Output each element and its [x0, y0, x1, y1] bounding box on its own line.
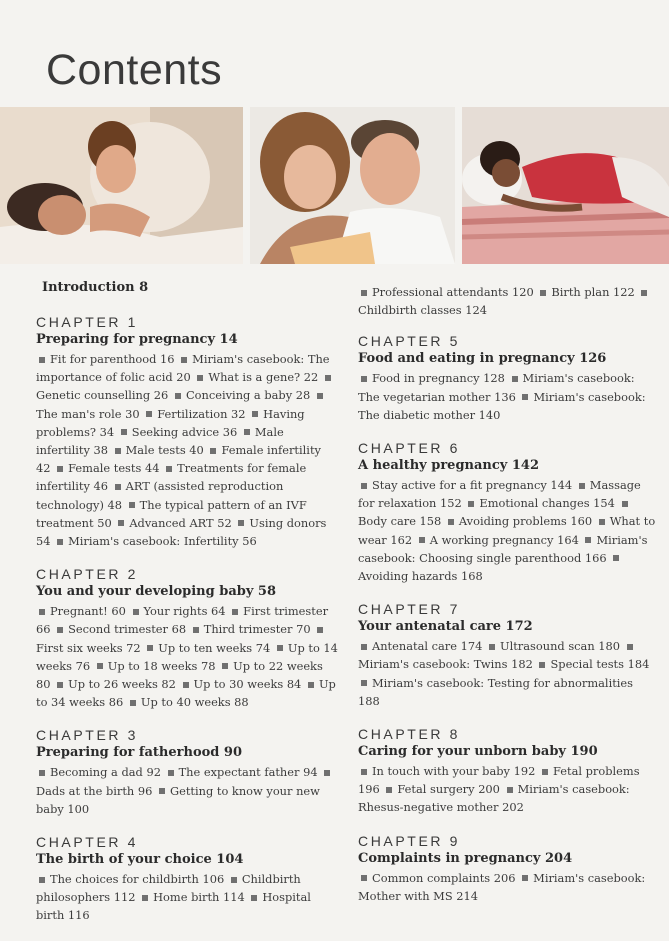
toc-entry[interactable] [172, 388, 310, 402]
toc-entry-text: Advanced ART 52 [129, 515, 232, 530]
toc-entry[interactable] [54, 461, 159, 475]
toc-entry[interactable] [358, 676, 633, 708]
toc-entry-text: Avoiding hazards 168 [358, 569, 483, 584]
toc-entry-text: Up to 40 weeks 88 [140, 695, 249, 710]
toc-entry-text: Up to 18 weeks 78 [107, 658, 216, 673]
toc-entry-text: Treatments for female infertility 46 [36, 461, 307, 494]
toc-entry[interactable] [127, 695, 249, 709]
square-bullet-icon [97, 663, 103, 669]
square-bullet-icon [324, 770, 330, 776]
chapter-entries [358, 762, 658, 817]
toc-entry[interactable] [36, 604, 126, 618]
toc-entry[interactable] [465, 496, 615, 510]
chapter-title[interactable]: Preparing for pregnancy 14 [36, 332, 238, 347]
chapter-4-continued [358, 283, 658, 319]
toc-entry[interactable] [190, 622, 311, 636]
toc-entry-text: Fetal surgery 200 [397, 782, 500, 797]
square-bullet-icon [448, 519, 454, 525]
square-bullet-icon [317, 393, 323, 399]
square-bullet-icon [39, 357, 45, 363]
toc-entry[interactable] [358, 371, 505, 385]
toc-entry-text: Pregnant! 60 [50, 604, 126, 619]
toc-entry-text: Miriam's casebook: Infertility 56 [68, 534, 257, 549]
toc-entry-text: Genetic counselling 26 [36, 388, 169, 403]
square-bullet-icon [386, 787, 392, 793]
toc-entry-text: Male infertility 38 [36, 424, 284, 458]
chapter-section [36, 314, 338, 550]
square-bullet-icon [627, 644, 633, 650]
square-bullet-icon [57, 682, 63, 688]
toc-entry[interactable] [536, 657, 649, 671]
toc-entry-text: Up to ten weeks 74 [158, 640, 271, 655]
toc-entry-text: A working pregnancy 164 [429, 532, 579, 547]
toc-entry-text: Special tests 184 [550, 657, 650, 672]
photo-couple-embracing [0, 107, 243, 264]
chapter-title[interactable]: You and your developing baby 58 [36, 584, 277, 600]
toc-entry-text: Fetal problems 196 [358, 764, 640, 797]
square-bullet-icon [522, 875, 528, 881]
square-bullet-icon [361, 644, 367, 650]
toc-entry[interactable] [383, 782, 500, 796]
chapter-entries [358, 369, 658, 424]
contents-left-column [36, 276, 338, 941]
square-bullet-icon [57, 627, 63, 633]
toc-entry-text: Up to 14 weeks 76 [36, 640, 338, 673]
toc-entry-text: Second trimester 68 [68, 622, 187, 637]
square-bullet-icon [540, 290, 546, 296]
square-bullet-icon [599, 519, 605, 525]
chapter-label: CHAPTER 1 [36, 314, 138, 330]
page-title: Contents [46, 46, 223, 94]
toc-entry-text: Getting to know your new baby 100 [36, 783, 320, 816]
chapter-section [358, 601, 658, 710]
toc-entry[interactable] [118, 425, 237, 439]
toc-entry-text: Home birth 114 [153, 890, 245, 905]
contents-right-column [358, 283, 658, 921]
toc-entry[interactable] [416, 533, 579, 547]
toc-entry[interactable] [358, 478, 572, 492]
toc-entry-text: Body care 158 [358, 514, 442, 529]
square-bullet-icon [361, 875, 367, 881]
chapter-label: CHAPTER 5 [358, 333, 460, 350]
toc-entry-text: Third trimester 70 [203, 622, 311, 637]
square-bullet-icon [222, 663, 228, 669]
square-bullet-icon [522, 394, 528, 400]
toc-entry-text: The expectant father 94 [178, 765, 318, 780]
square-bullet-icon [325, 375, 331, 381]
toc-entry-text: What to wear 162 [358, 514, 656, 547]
toc-entry[interactable] [358, 871, 516, 885]
square-bullet-icon [197, 375, 203, 381]
toc-entry[interactable] [486, 639, 620, 653]
square-bullet-icon [133, 609, 139, 615]
toc-entry-text: Using donors 54 [36, 515, 327, 549]
toc-entry-text: Ultrasound scan 180 [499, 639, 621, 654]
square-bullet-icon [142, 895, 148, 901]
toc-entry-text: Miriam's casebook: Rhesus-negative mother 202 [358, 782, 630, 815]
square-bullet-icon [507, 787, 513, 793]
toc-entry-text: Miriam's casebook: Mother with MS 214 [358, 870, 646, 903]
chapter-section [36, 566, 338, 711]
toc-entry-text: Up to 26 weeks 82 [68, 677, 176, 692]
toc-entry[interactable] [94, 659, 216, 673]
square-bullet-icon [622, 501, 628, 507]
toc-entry-text: Miriam's casebook: The importance of folic acid 20 [36, 352, 330, 385]
toc-entry-text: Up to 34 weeks 86 [36, 677, 336, 710]
square-bullet-icon [251, 895, 257, 901]
chapter-entries [358, 637, 658, 710]
chapter-label: CHAPTER 6 [358, 440, 460, 457]
chapter-label: CHAPTER 3 [36, 727, 138, 744]
toc-entry-text: What is a gene? 22 [208, 370, 319, 385]
toc-entry-text: Stay active for a fit pregnancy 144 [372, 478, 573, 493]
toc-entry-text: Fertilization 32 [157, 406, 246, 421]
chapter-section [358, 440, 658, 585]
toc-entry[interactable] [36, 872, 224, 886]
square-bullet-icon [159, 788, 165, 794]
toc-entry[interactable] [36, 352, 175, 366]
square-bullet-icon [193, 627, 199, 633]
toc-entry[interactable] [130, 604, 226, 618]
square-bullet-icon [146, 411, 152, 417]
toc-entry-text: Miriam's casebook: Choosing single parenthood 166 [358, 532, 648, 565]
toc-entry[interactable] [165, 765, 318, 779]
toc-entry[interactable] [144, 641, 270, 655]
toc-entry-text: Miriam's casebook: Testing for abnormalities 188 [358, 675, 634, 708]
square-bullet-icon [39, 609, 45, 615]
square-bullet-icon [232, 609, 238, 615]
square-bullet-icon [277, 645, 283, 651]
toc-entry-text: Male tests 40 [125, 443, 204, 458]
toc-entry[interactable] [36, 765, 161, 779]
chapter-entries [358, 476, 658, 585]
toc-entry-text: Avoiding problems 160 [458, 514, 593, 529]
toc-entry-text: The typical pattern of an IVF treatment 50 [36, 497, 307, 530]
toc-entry-text: Fit for parenthood 16 [50, 352, 175, 366]
toc-entry[interactable] [54, 622, 186, 636]
toc-entry-text: ART (assisted reproduction technology) 48 [36, 479, 284, 512]
toc-entry-text: Conceiving a baby 28 [185, 388, 311, 403]
toc-entry[interactable] [194, 370, 318, 384]
chapter-title[interactable]: A healthy pregnancy 142 [358, 458, 539, 474]
toc-entry-text: Birth plan 122 [551, 285, 635, 299]
chapter-title[interactable]: The birth of your choice 104 [36, 852, 244, 868]
square-bullet-icon [542, 769, 548, 775]
toc-entry-text: The man's role 30 [36, 406, 140, 421]
square-bullet-icon [468, 501, 474, 507]
toc-entry[interactable] [112, 443, 204, 457]
chapter-label: CHAPTER 7 [358, 601, 460, 618]
chapter-title[interactable]: Caring for your unborn baby 190 [358, 744, 598, 760]
toc-entry-text: Up to 22 weeks 80 [36, 658, 323, 692]
toc-entry-text: Emotional changes 154 [479, 496, 615, 511]
square-bullet-icon [579, 483, 585, 489]
square-bullet-icon [118, 520, 124, 526]
square-bullet-icon [39, 770, 45, 776]
chapter-entries [36, 763, 338, 818]
square-bullet-icon [166, 466, 172, 472]
toc-entry-text: Having problems? 34 [36, 406, 305, 439]
toc-entry-text: Becoming a dad 92 [50, 765, 161, 780]
toc-entry-text: Female tests 44 [68, 461, 160, 476]
chapter-title[interactable]: Your antenatal care 172 [358, 619, 533, 635]
square-bullet-icon [361, 376, 367, 382]
square-bullet-icon [231, 877, 237, 883]
square-bullet-icon [419, 537, 425, 543]
chapter-label: CHAPTER 4 [36, 834, 138, 851]
toc-entry-text: Female infertility 42 [36, 443, 321, 476]
toc-entry-text: Dads at the birth 96 [36, 783, 153, 798]
square-bullet-icon [57, 539, 63, 545]
toc-entry-text: Hospital birth 116 [36, 890, 311, 923]
square-bullet-icon [39, 877, 45, 883]
chapter-section [358, 333, 658, 424]
toc-entry[interactable] [143, 407, 245, 421]
chapter-title[interactable]: Preparing for fatherhood 90 [36, 745, 242, 761]
chapter-entries [358, 869, 658, 905]
chapter-section [358, 726, 658, 817]
toc-entry[interactable] [54, 534, 257, 548]
square-bullet-icon [361, 769, 367, 775]
square-bullet-icon [181, 357, 187, 363]
toc-entry[interactable] [54, 677, 176, 691]
chapter-entries [36, 602, 338, 711]
chapter-title[interactable]: Complaints in pregnancy 204 [358, 850, 573, 866]
toc-entry[interactable] [537, 285, 634, 299]
toc-entry-text: Food in pregnancy 128 [372, 371, 505, 386]
toc-entry-text: Your rights 64 [143, 604, 226, 619]
introduction-entry[interactable]: Introduction 8 [42, 280, 149, 295]
square-bullet-icon [512, 376, 518, 382]
square-bullet-icon [308, 682, 314, 688]
toc-entry-text: Childbirth classes 124 [358, 303, 487, 318]
square-bullet-icon [613, 555, 619, 561]
toc-entry-text: Antenatal care 174 [372, 639, 483, 654]
square-bullet-icon [168, 770, 174, 776]
chapter-section [36, 727, 338, 818]
square-bullet-icon [115, 448, 121, 454]
square-bullet-icon [121, 429, 127, 435]
square-bullet-icon [317, 627, 323, 633]
square-bullet-icon [183, 682, 189, 688]
square-bullet-icon [238, 520, 244, 526]
square-bullet-icon [361, 290, 367, 296]
toc-entry[interactable] [445, 514, 592, 528]
square-bullet-icon [641, 290, 647, 296]
toc-entry-text: Miriam's casebook: Twins 182 [358, 657, 533, 672]
toc-entry[interactable] [358, 764, 535, 778]
chapter-label: CHAPTER 8 [358, 726, 460, 743]
square-bullet-icon [175, 393, 181, 399]
square-bullet-icon [210, 448, 216, 454]
square-bullet-icon [129, 502, 135, 508]
toc-entry-text: Childbirth philosophers 112 [36, 872, 301, 905]
toc-entry-text: Miriam's casebook: The diabetic mother 140 [358, 389, 646, 422]
chapter-entries [36, 870, 338, 925]
square-bullet-icon [585, 537, 591, 543]
square-bullet-icon [115, 484, 121, 490]
toc-entry-text: Professional attendants 120 [372, 285, 534, 299]
toc-entry-text: First six weeks 72 [36, 640, 141, 655]
square-bullet-icon [361, 483, 367, 489]
toc-entry[interactable] [358, 285, 534, 299]
toc-entry-text: Miriam's casebook: The vegetarian mother 136 [358, 371, 635, 404]
square-bullet-icon [539, 662, 545, 668]
square-bullet-icon [361, 680, 367, 686]
square-bullet-icon [130, 700, 136, 706]
chapter-section [36, 834, 338, 925]
toc-entry-text: In touch with your baby 192 [372, 764, 536, 779]
square-bullet-icon [489, 644, 495, 650]
chapter-title[interactable]: Food and eating in pregnancy 126 [358, 351, 607, 367]
toc-entry[interactable] [180, 677, 302, 691]
toc-entry-text: Seeking advice 36 [131, 424, 238, 439]
chapter-label: CHAPTER 9 [358, 832, 460, 849]
toc-entry-text: Common complaints 206 [372, 870, 516, 885]
square-bullet-icon [252, 411, 258, 417]
toc-entry[interactable] [139, 890, 245, 904]
toc-entry-text: Up to 30 weeks 84 [193, 677, 302, 692]
square-bullet-icon [57, 466, 63, 472]
toc-entry[interactable] [358, 639, 482, 653]
square-bullet-icon [244, 429, 250, 435]
toc-entry-text: The choices for childbirth 106 [50, 872, 225, 887]
chapter-section [358, 833, 658, 905]
chapter-entries [36, 350, 338, 550]
photo-pregnant-woman-resting [462, 107, 669, 264]
photo-couple-reading [250, 107, 455, 264]
toc-entry-text: First trimester 66 [36, 604, 329, 637]
chapter-label: CHAPTER 2 [36, 566, 138, 583]
square-bullet-icon [147, 645, 153, 651]
toc-entry[interactable] [115, 516, 231, 530]
toc-entry-text: Massage for relaxation 152 [358, 478, 641, 511]
